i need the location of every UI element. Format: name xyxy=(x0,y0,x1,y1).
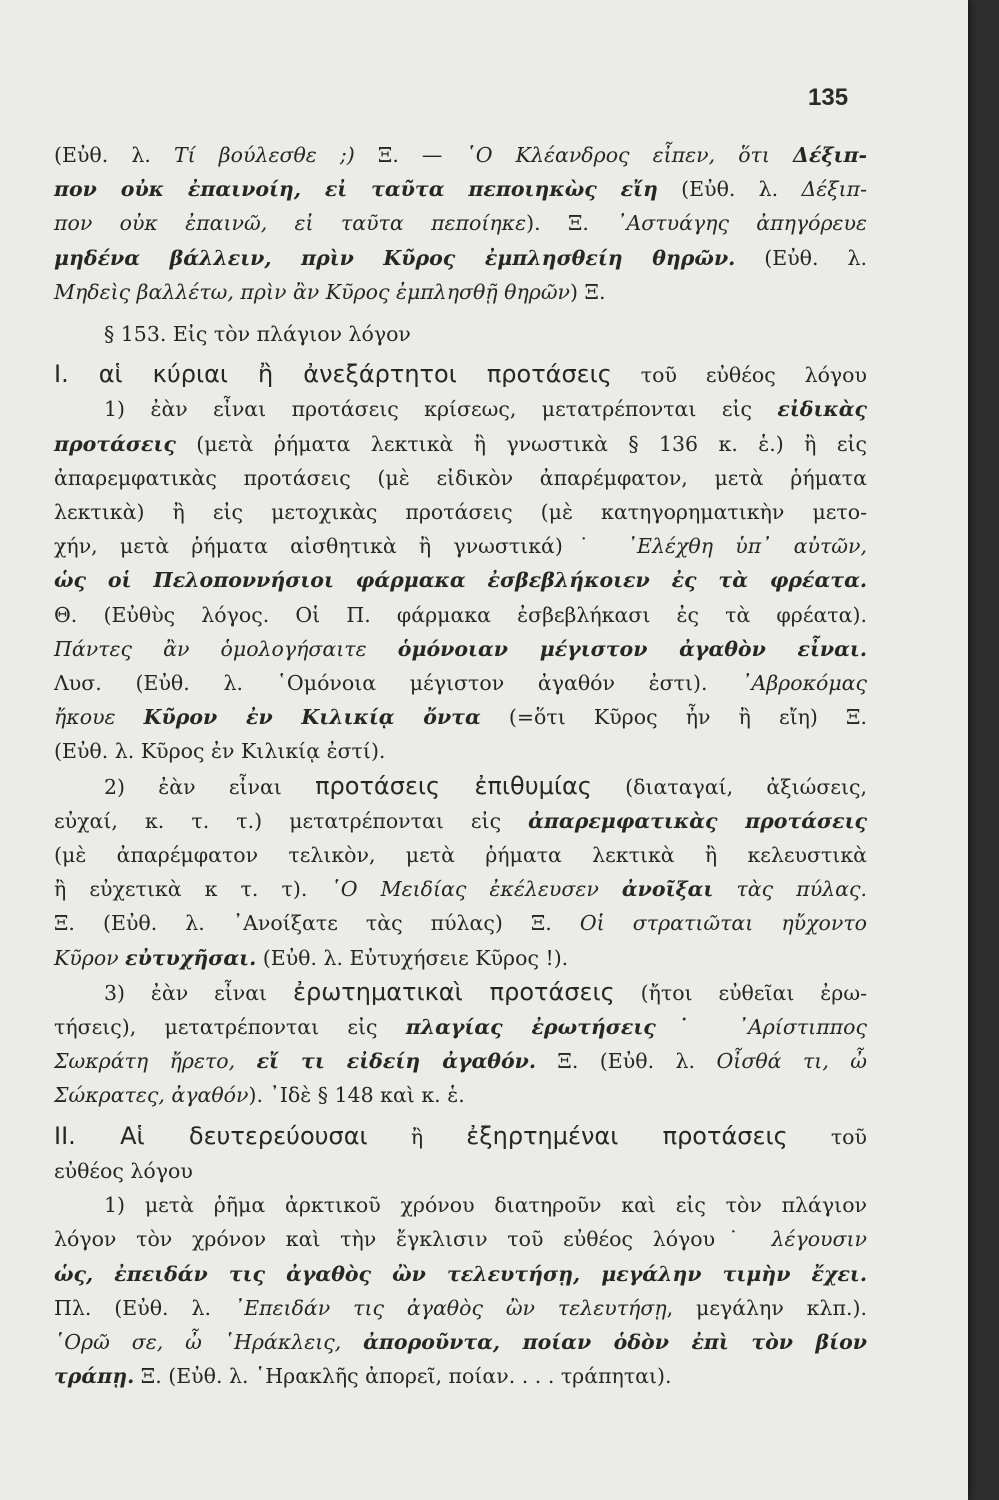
text-line: τράπῃ. Ξ. (Εὐθ. λ. ῾Ηρακλῆς ἀπορεῖ, ποίαν. . . . τράπηται). xyxy=(54,1364,672,1389)
text-line: ὡς, ἐπειδάν τις ἀγαθὸς ὢν τελευτήσῃ, μεγάλην τιμὴν ἔχει. xyxy=(54,1261,867,1286)
text-line: Μηδεὶς βαλλέτω, πρὶν ἂν Κῦρος ἐμπλησθῇ θηρῶν) Ξ. xyxy=(54,279,606,304)
text-line: (μὲ ἀπαρέμφατον τελικὸν, μετὰ ῥήματα λεκτικὰ ἢ κελευστικὰ xyxy=(54,843,867,868)
text-line: Σώκρατες, ἀγαθόν). ᾿Ιδὲ § 148 καὶ κ. ἑ. xyxy=(54,1083,465,1108)
text-line: 1) ἐὰν εἶναι προτάσεις κρίσεως, μετατρέπονται εἰς εἰδικὰς xyxy=(104,397,867,422)
text-line: Σωκράτη ἤρετο, εἴ τι εἰδείη ἀγαθόν. Ξ. (Εὐθ. λ. Οἶσθά τι, ὦ xyxy=(54,1049,867,1074)
text-line: πον οὐκ ἐπαινοίη, εἰ ταῦτα πεποιηκὼς εἴη (Εὐθ. λ. Δέξιπ- xyxy=(54,177,868,202)
text-line: Θ. (Εὐθὺς λόγος. Οἱ Π. φάρμακα ἐσβεβλήκασι ἐς τὰ φρέατα). xyxy=(54,602,867,627)
text-line: ἤκουε Κῦρον ἐν Κιλικίᾳ ὄντα (=ὅτι Κῦρος ἦν ἢ εἴη) Ξ. xyxy=(54,705,867,730)
text-line: ἢ εὐχετικὰ κ τ. τ). ῾Ο Μειδίας ἐκέλευσεν ἀνοῖξαι τὰς πύλας. xyxy=(54,877,867,902)
text-line: χήν, μετὰ ῥήματα αἰσθητικὰ ἢ γνωστικά)˙ ᾿Ελέχθη ὑπ᾿ αὐτῶν, xyxy=(54,534,867,559)
text-line: § 153. Εἰς τὸν πλάγιον λόγον xyxy=(104,322,411,347)
text-line: 2) ἐὰν εἶναι προτάσεις ἐπιθυμίας (διαταγαί, ἀξιώσεις, xyxy=(104,771,867,800)
text-line: (Εὐθ. λ. Κῦρος ἐν Κιλικίᾳ ἐστί). xyxy=(54,739,386,764)
page-text xyxy=(54,138,867,1393)
text-line: εὐχαί, κ. τ. τ.) μετατρέπονται εἰς ἀπαρεμφατικὰς προτάσεις xyxy=(54,808,868,833)
text-line: μηδένα βάλλειν, πρὶν Κῦρος ἐμπλησθείη θηρῶν. (Εὐθ. λ. xyxy=(54,245,868,270)
text-line: Πάντες ἂν ὁμολογήσαιτε ὁμόνοιαν μέγιστον ἀγαθὸν εἶναι. xyxy=(54,636,867,661)
text-line: Λυσ. (Εὐθ. λ. ῾Ομόνοια μέγιστον ἀγαθόν ἐστι). ᾿Αβροκόμας xyxy=(54,671,867,696)
text-line: προτάσεις (μετὰ ῥήματα λεκτικὰ ἢ γνωστικὰ § 136 κ. ἑ.) ἢ εἰς xyxy=(54,431,867,456)
text-line: Ι. αἱ κύριαι ἢ ἀνεξάρτητοι προτάσεις τοῦ εὐθέος λόγου xyxy=(54,360,867,389)
text-line: ὡς οἱ Πελοποννήσιοι φάρμακα ἐσβεβλήκοιεν ἐς τὰ φρέατα. xyxy=(54,568,867,593)
text-line: ῾Ορῶ σε, ὦ ῾Ηράκλεις, ἀποροῦντα, ποίαν ὁδὸν ἐπὶ τὸν βίον xyxy=(54,1329,867,1354)
text-line: (Εὐθ. λ. Τί βούλεσθε ;) Ξ. — ῾Ο Κλέανδρος εἶπεν, ὅτι Δέξιπ- xyxy=(54,143,867,167)
text-line: 1) μετὰ ῥῆμα ἀρκτικοῦ χρόνου διατηροῦν καὶ εἰς τὸν πλάγιον xyxy=(104,1193,867,1218)
text-line: τήσεις), μετατρέπονται εἰς πλαγίας ἐρωτήσεις˙ ᾿Αρίστιππος xyxy=(54,1015,867,1040)
text-line: ΙΙ. Αἱ δευτερεύουσαι ἢ ἐξηρτημέναι προτάσεις τοῦ xyxy=(54,1121,867,1150)
text-line: Πλ. (Εὐθ. λ. ᾿Επειδάν τις ἀγαθὸς ὢν τελευτήσῃ, μεγάλην κλπ.). xyxy=(54,1295,867,1320)
page-number: 135 xyxy=(808,84,849,111)
text-line: Ξ. (Εὐθ. λ. ᾿Ανοίξατε τὰς πύλας) Ξ. Οἱ στρατιῶται ηὔχοντο xyxy=(54,911,868,936)
text-line: λεκτικὰ) ἢ εἰς μετοχικὰς προτάσεις (μὲ κατηγορηματικὴν μετο- xyxy=(54,500,867,525)
text-line: εὐθέος λόγου xyxy=(54,1158,193,1183)
text-line: πον οὐκ ἐπαινῶ, εἰ ταῦτα πεποίηκε). Ξ. ᾿Αστυάγης ἀπηγόρευε xyxy=(54,211,867,236)
text-line: λόγον τὸν χρόνον καὶ τὴν ἔγκλισιν τοῦ εὐθέος λόγου˙ λέγουσιν xyxy=(54,1227,867,1252)
text-line: ἀπαρεμφατικὰς προτάσεις (μὲ εἰδικὸν ἀπαρέμφατον, μετὰ ῥήματα xyxy=(54,465,867,490)
text-line: Κῦρον εὐτυχῆσαι. (Εὐθ. λ. Εὐτυχήσειε Κῦρος !). xyxy=(54,945,569,970)
text-line: 3) ἐὰν εἶναι ἐρωτηματικαὶ προτάσεις (ἤτοι εὐθεῖαι ἐρω- xyxy=(104,977,867,1006)
